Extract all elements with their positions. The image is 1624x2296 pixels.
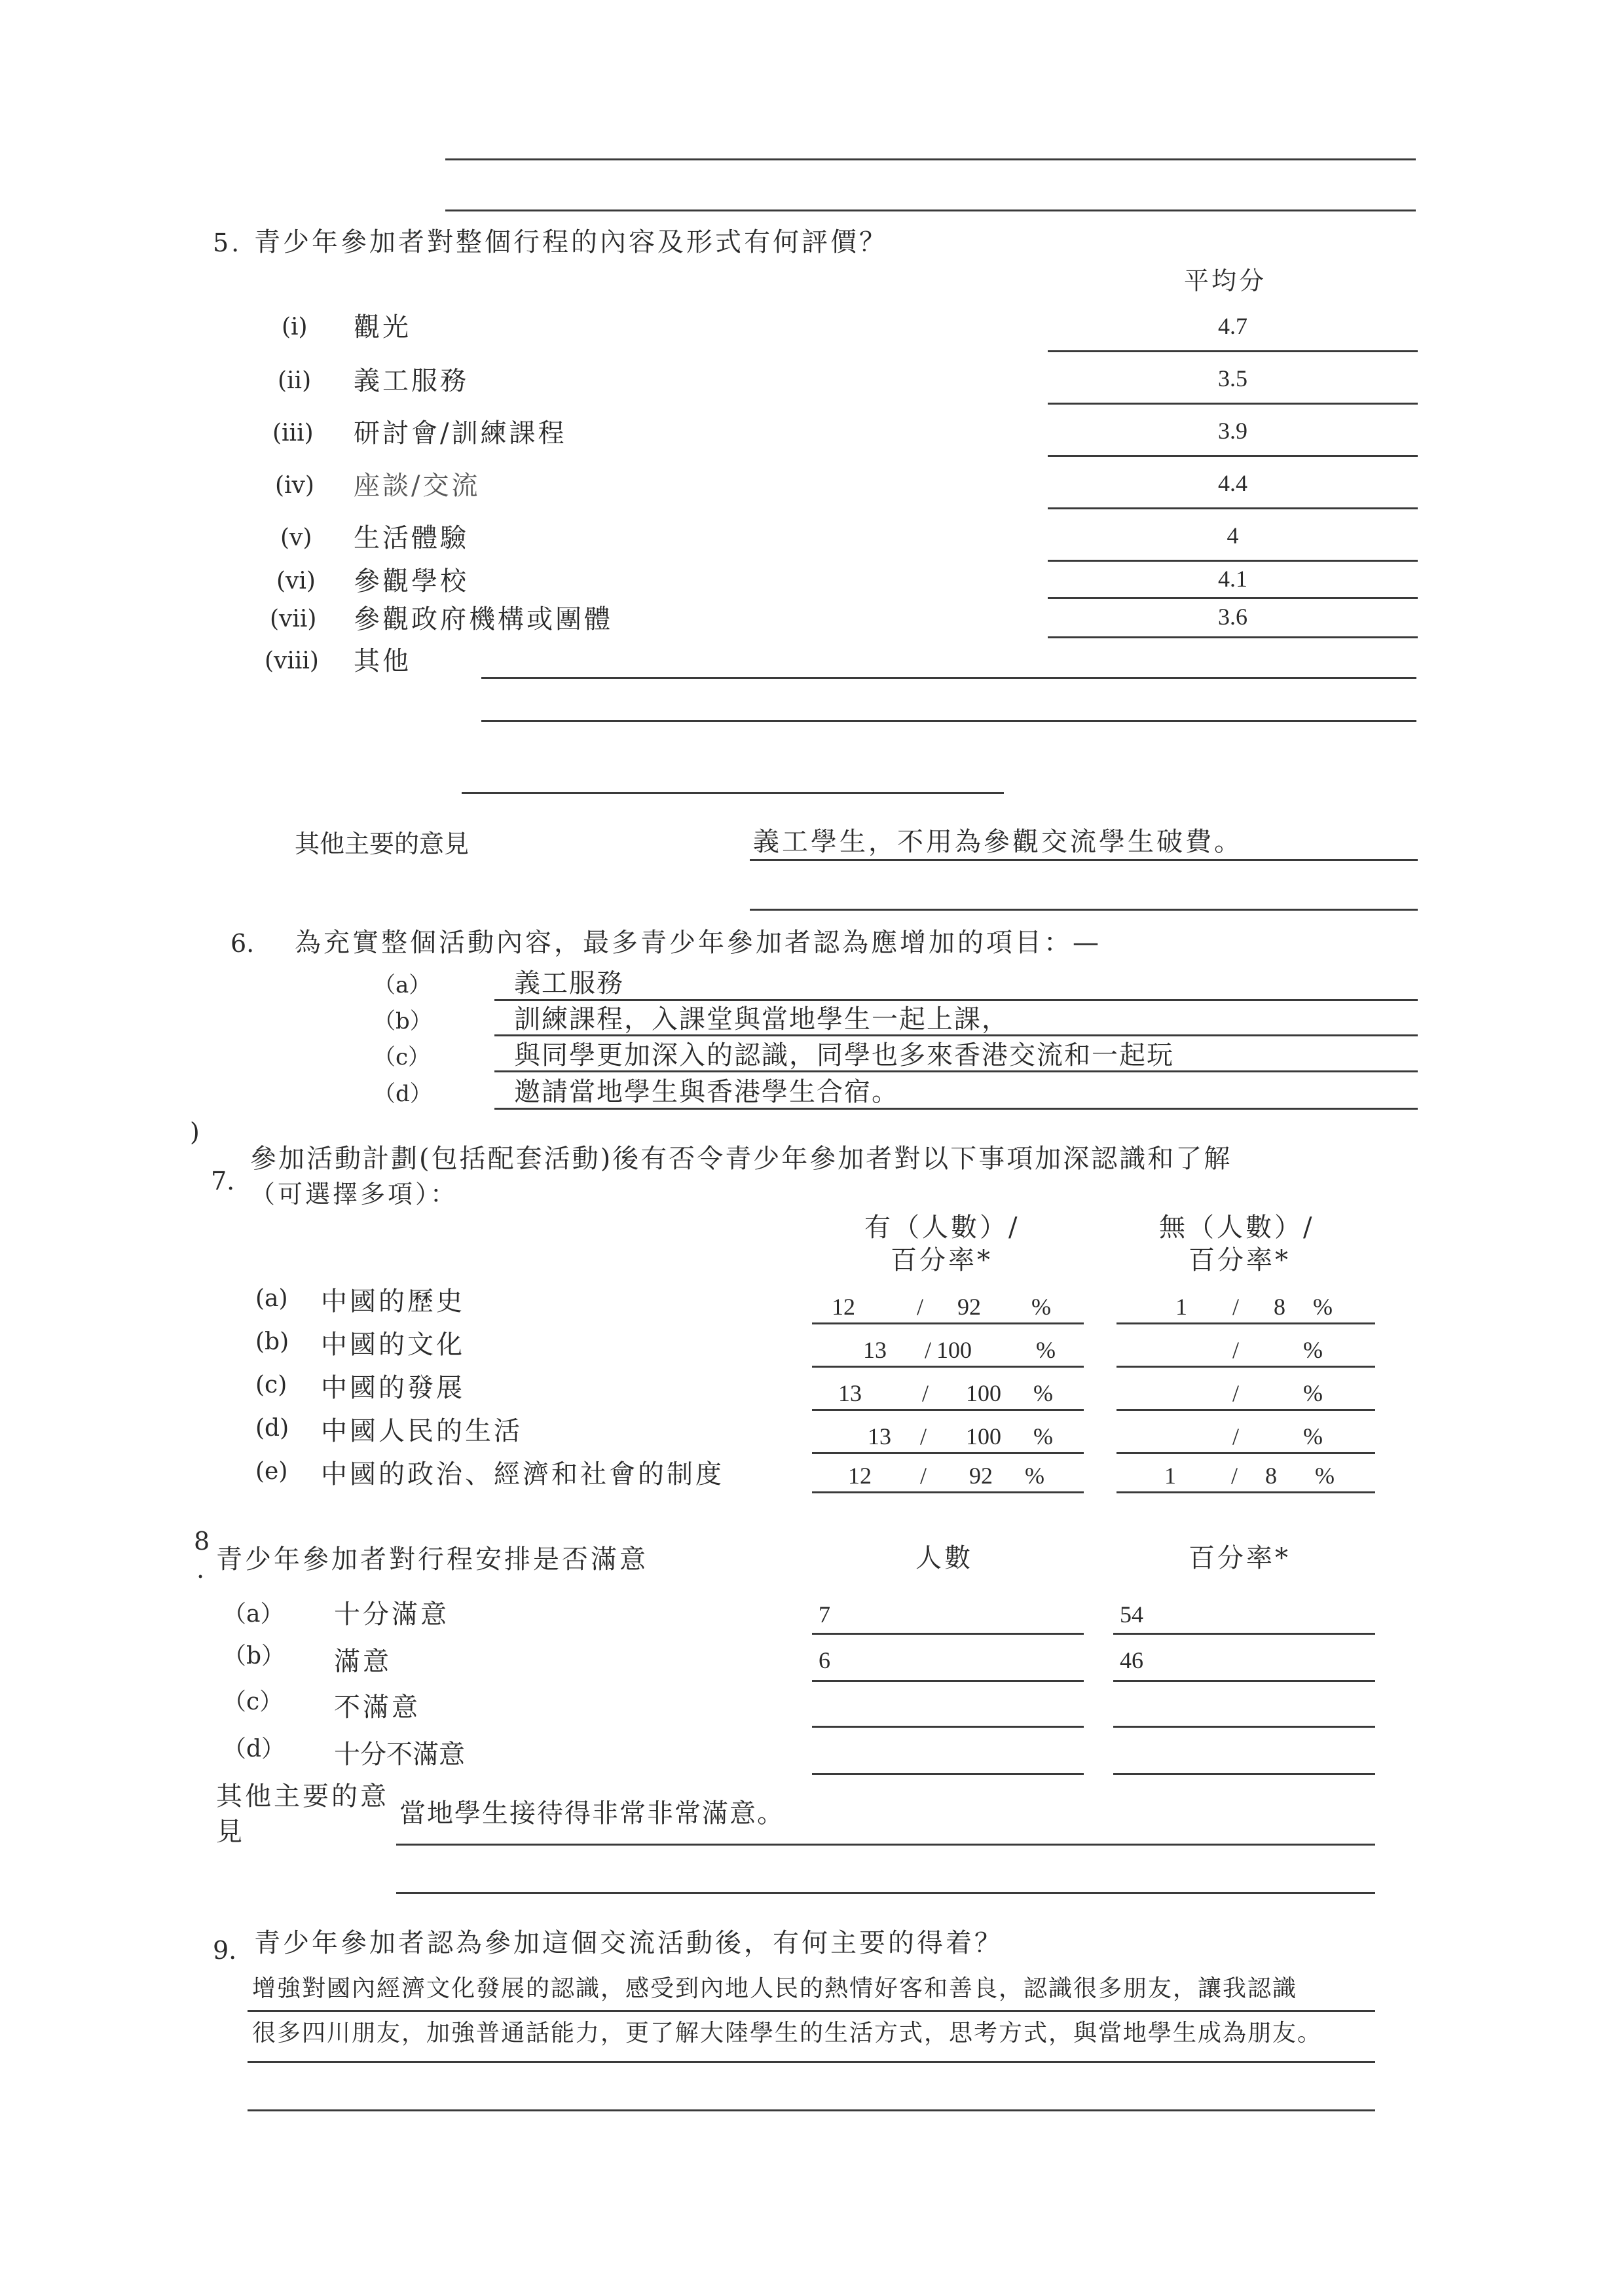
q7-item-letter: (e) [255, 1458, 288, 1485]
q9-question: 青少年參加者認為參加這個交流活動後，有何主要的得着？ [254, 1928, 1003, 1958]
answer-line [481, 720, 1416, 722]
q8-other-answer: 當地學生接待得非常非常滿意。 [399, 1798, 784, 1829]
q5-item-label: 義工服務 [354, 366, 469, 396]
q7-no-pct: 8 [1265, 1463, 1277, 1489]
answer-line [494, 1070, 1418, 1072]
q5-item-roman: (v) [280, 524, 312, 551]
score-line [1048, 597, 1418, 599]
q7-item-letter: (a) [255, 1285, 288, 1312]
q5-item-roman: (iv) [275, 472, 314, 499]
q7-item-label: 中國的政治、經濟和社會的制度 [321, 1459, 724, 1489]
q8-number-dot: . [196, 1555, 205, 1584]
q7-pct-sign: % [1303, 1423, 1323, 1449]
answer-line [812, 1366, 1084, 1368]
q8-item-label: 十分不滿意 [334, 1740, 465, 1770]
q8-question: 青少年參加者對行程安排是否滿意 [216, 1544, 648, 1575]
q8-item-label: 滿意 [334, 1647, 392, 1677]
score-line [1048, 636, 1418, 638]
answer-line [445, 158, 1416, 160]
q7-yes-header: 有（人數）/ [864, 1212, 1020, 1243]
q7-slash: / [922, 1380, 929, 1406]
answer-line [812, 1452, 1084, 1454]
q8-item-count: 6 [819, 1647, 830, 1673]
q8-pct-header: 百分率* [1189, 1543, 1291, 1573]
q9-number: 9. [213, 1936, 237, 1965]
q7-no-count: 1 [1164, 1463, 1176, 1489]
answer-line [248, 2010, 1375, 2012]
q7-yes-pct: 100 [966, 1380, 1001, 1406]
score-line [1048, 507, 1418, 509]
answer-line [812, 1773, 1084, 1775]
q5-item-score: 4 [1227, 522, 1239, 549]
q7-yes-pct: 92 [969, 1463, 993, 1489]
q5-item-label: 其他 [354, 646, 411, 676]
q7-slash: / [917, 1294, 924, 1320]
q7-item-letter: (c) [255, 1372, 287, 1398]
q8-item-count: 7 [819, 1601, 830, 1628]
q5-other-label: 其他主要的意見 [295, 829, 470, 858]
answer-line [812, 1491, 1084, 1493]
q7-slash: / [1232, 1337, 1240, 1363]
q6-item-answer: 與同學更加深入的認識，同學也多來香港交流和一起玩 [514, 1040, 1174, 1070]
answer-line [1116, 1491, 1375, 1493]
q5-question: 青少年參加者對整個行程的內容及形式有何評價？ [254, 227, 888, 257]
answer-line [1113, 1680, 1375, 1682]
q7-pct-sign: % [1313, 1294, 1333, 1320]
answer-line [396, 1844, 1375, 1846]
q9-answer-line2: 很多四川朋友，加強普通話能力，更了解大陸學生的生活方式，思考方式，與當地學生成為朋友。 [252, 2020, 1323, 2047]
answer-line [1113, 1773, 1375, 1775]
answer-line [445, 210, 1416, 211]
q6-item-answer: 訓練課程，入課堂與當地學生一起上課， [514, 1004, 1009, 1034]
answer-line [750, 859, 1418, 861]
q8-other-label-end: 見 [216, 1817, 242, 1847]
answer-line [812, 1633, 1084, 1635]
q5-item-score: 4.7 [1218, 313, 1247, 339]
q7-slash: / [920, 1423, 927, 1449]
q5-item-roman: (iii) [272, 420, 314, 446]
q8-item-pct: 46 [1120, 1647, 1143, 1673]
q5-item-roman: (viii) [265, 647, 319, 674]
answer-line [1116, 1366, 1375, 1368]
answer-line [812, 1680, 1084, 1682]
q7-pct-sign: % [1025, 1463, 1044, 1489]
q6-item-letter: （b） [373, 1008, 432, 1034]
answer-line [1116, 1322, 1375, 1324]
answer-line [494, 1034, 1418, 1036]
score-line [1048, 350, 1418, 352]
q7-slash: / [1232, 1380, 1240, 1406]
q5-item-score: 4.4 [1218, 470, 1247, 496]
q6-item-letter: （c） [373, 1044, 431, 1070]
q6-item-answer: 義工服務 [514, 968, 624, 998]
stray-mark: ) [190, 1118, 200, 1146]
q8-item-letter: （a） [223, 1601, 284, 1628]
q5-item-label: 參觀政府機構或團體 [354, 604, 613, 634]
q5-item-label: 觀光 [354, 312, 411, 342]
q7-slash: / [1231, 1463, 1238, 1489]
q7-question-line2: （可選擇多項）： [250, 1180, 458, 1209]
answer-line [1113, 1633, 1375, 1635]
answer-line [481, 677, 1416, 679]
q5-item-score: 3.6 [1218, 604, 1247, 630]
q7-number: 7. [211, 1167, 235, 1195]
q8-item-letter: （c） [223, 1688, 284, 1715]
q5-item-score: 3.9 [1218, 418, 1247, 444]
q7-pct-sign: % [1036, 1337, 1056, 1363]
q8-item-label: 不滿意 [334, 1692, 420, 1722]
q5-item-label: 參觀學校 [354, 566, 469, 596]
q6-number: 6. [231, 929, 255, 958]
answer-line [396, 1892, 1375, 1894]
answer-line [812, 1409, 1084, 1411]
q5-number: 5. [213, 228, 242, 257]
q6-item-letter: （d） [373, 1081, 432, 1107]
q7-pct-sign: % [1031, 1294, 1051, 1320]
answer-line [812, 1322, 1084, 1324]
q7-pct-sign: % [1303, 1380, 1323, 1406]
answer-line [812, 1726, 1084, 1728]
answer-line [494, 999, 1418, 1001]
q5-item-label: 座談/交流 [354, 471, 481, 501]
q7-slash: / [1232, 1423, 1240, 1449]
q5-item-roman: (vii) [270, 606, 317, 632]
answer-line [462, 792, 1004, 794]
q7-no-header-pct: 百分率* [1189, 1245, 1291, 1275]
q7-yes-pct: 100 [966, 1423, 1001, 1449]
q6-item-letter: （a） [373, 972, 432, 998]
q5-item-roman: (i) [282, 314, 308, 340]
q5-other-answer: 義工學生，不用為參觀交流學生破費。 [753, 827, 1243, 857]
q7-pct-sign: % [1315, 1463, 1335, 1489]
q7-no-count: 1 [1175, 1294, 1187, 1320]
q7-no-header: 無（人數）/ [1159, 1212, 1315, 1243]
q7-yes-count: 12 [832, 1294, 855, 1320]
q8-item-letter: （b） [223, 1643, 286, 1669]
q7-item-label: 中國的發展 [321, 1373, 465, 1403]
q8-item-label: 十分滿意 [334, 1599, 449, 1630]
q7-yes-count: 13 [868, 1423, 891, 1449]
q8-item-letter: （d） [223, 1736, 286, 1762]
answer-line [1116, 1409, 1375, 1411]
q5-item-label: 研討會/訓練課程 [354, 418, 567, 448]
q5-column-header: 平均分 [1184, 266, 1267, 295]
q7-slash: / [925, 1337, 932, 1363]
q7-pct-sign: % [1303, 1337, 1323, 1363]
q7-yes-count: 13 [838, 1380, 862, 1406]
q7-yes-count: 13 [863, 1337, 887, 1363]
q7-item-label: 中國的文化 [321, 1330, 465, 1360]
q7-item-letter: (b) [255, 1328, 289, 1355]
q7-yes-count: 12 [848, 1463, 872, 1489]
answer-line [1116, 1452, 1375, 1454]
q5-item-roman: (vi) [276, 568, 316, 594]
score-line [1048, 560, 1418, 562]
q6-item-answer: 邀請當地學生與香港學生合宿。 [514, 1077, 899, 1107]
q5-item-score: 3.5 [1218, 365, 1247, 392]
answer-line [750, 909, 1418, 911]
q8-item-pct: 54 [1120, 1601, 1143, 1628]
q8-number: 8 [194, 1527, 210, 1556]
answer-line [1113, 1726, 1375, 1728]
q6-question: 為充實整個活動內容，最多青少年參加者認為應增加的項目：— [295, 928, 1101, 958]
q7-slash: / [920, 1463, 927, 1489]
answer-line [494, 1108, 1418, 1110]
q8-count-header: 人數 [915, 1543, 973, 1573]
q7-question-line1: 參加活動計劃(包括配套活動)後有否令青少年參加者對以下事項加深認識和了解 [250, 1144, 1232, 1174]
q5-item-label: 生活體驗 [354, 523, 469, 553]
q7-pct-sign: % [1033, 1380, 1053, 1406]
q7-item-letter: (d) [255, 1415, 289, 1442]
answer-line [248, 2061, 1375, 2063]
q7-yes-pct: 100 [936, 1337, 972, 1363]
q9-answer-line1: 增強對國內經濟文化發展的認識，感受到內地人民的熱情好客和善良，認識很多朋友，讓我認識 [252, 1975, 1298, 2002]
q7-slash: / [1232, 1294, 1240, 1320]
q7-item-label: 中國的歷史 [321, 1286, 465, 1317]
q8-other-label: 其他主要的意 [216, 1781, 389, 1812]
score-line [1048, 455, 1418, 457]
score-line [1048, 403, 1418, 405]
q7-item-label: 中國人民的生活 [321, 1416, 523, 1446]
q7-yes-pct: 92 [957, 1294, 981, 1320]
q7-pct-sign: % [1033, 1423, 1053, 1449]
q5-item-score: 4.1 [1218, 566, 1247, 592]
q5-item-roman: (ii) [278, 367, 312, 394]
answer-line [248, 2109, 1375, 2111]
q7-yes-header-pct: 百分率* [891, 1245, 993, 1275]
q7-no-pct: 8 [1274, 1294, 1285, 1320]
